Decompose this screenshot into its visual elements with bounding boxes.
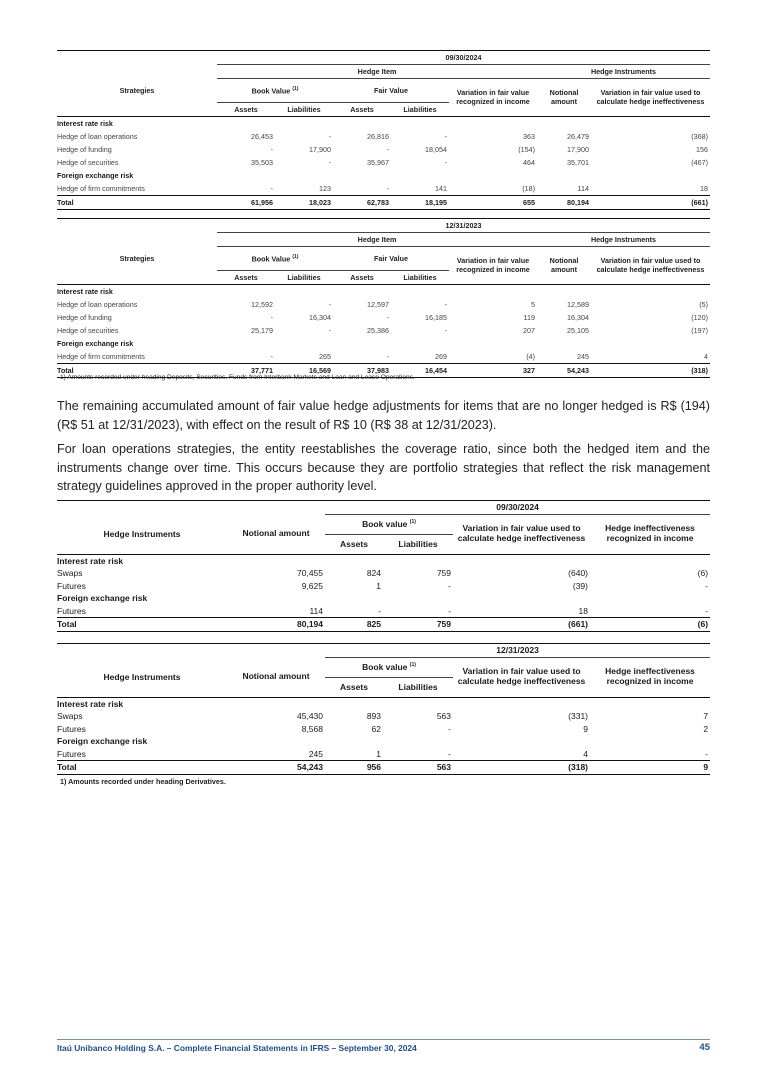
notional-header: Notional amount [227,657,325,697]
variation-used-header: Variation in fair value used to calculate hedge ineffectiveness [591,79,710,117]
footnote: 1) Amounts recorded under heading Derivatives. [60,777,226,786]
book-value-header: Book Value $^{(1)}$ [217,79,333,103]
table-cell: - [448,723,451,734]
table-cell: 26,816 [367,132,389,141]
table-row [57,156,710,169]
table-cell: 18 [578,605,588,616]
table-row [57,580,710,593]
table-cell: 9 [583,723,588,734]
table-cell: 114 [309,605,323,616]
table-date: 12/31/2023 [325,644,710,658]
table-cell: 62,783 [333,196,391,210]
table-cell: - [386,145,389,154]
table-cell: (661) [453,618,590,632]
section-row [57,337,710,350]
table-cell: 18,195 [391,196,449,210]
row-label: Swaps [57,568,83,579]
table-body [57,285,710,378]
table-cell: 62 [371,723,381,734]
table-cell: 12,597 [367,300,389,309]
table-row [57,298,710,311]
table-cell: - [444,300,447,309]
hedge-item-table-2023 [57,218,710,378]
table-cell: 8,568 [301,723,323,734]
table-row [57,324,710,337]
variation-used-header: Variation in fair value used to calculate hedge ineffectiveness [453,657,590,697]
table-cell: (154) [518,145,535,154]
notional-header: Notional amount [537,79,591,117]
table-cell: - [705,748,709,759]
table-cell: - [328,158,331,167]
row-label: Interest rate risk [57,698,124,709]
table-row [57,350,710,364]
table-cell: 16,185 [425,313,447,322]
table-cell: 327 [449,364,537,378]
section-filler [227,735,710,748]
table-cell: 824 [366,568,381,579]
total-row [57,618,710,632]
table-cell: 207 [523,326,535,335]
row-label: Interest rate risk [57,119,113,128]
table-row [57,311,710,324]
row-label: Interest rate risk [57,555,124,566]
table-cell: 4 [704,352,708,361]
liabilities-header: Liabilities [275,271,333,285]
table-cell: 45,430 [297,711,323,722]
table-cell: - [270,184,273,193]
liabilities-header: Liabilities [275,103,333,117]
table-cell: 269 [435,352,447,361]
table-row [57,567,710,580]
table-cell: 16,304 [567,313,589,322]
table-cell: 37,771 [217,364,275,378]
table-row [57,143,710,156]
variation-recognized-header: Variation in fair value recognized in income [449,79,537,117]
page-number: 45 [699,1042,710,1053]
table-cell: - [705,605,709,616]
table-cell: 7 [703,711,709,722]
table-row [57,723,710,736]
table-cell: - [328,300,331,309]
hedge-instruments-header: Hedge Instruments [537,233,710,247]
section-filler [217,285,710,299]
table-body [57,117,710,210]
table-cell: 54,243 [227,761,325,775]
table-cell: 35,503 [251,158,273,167]
table-cell: 245 [308,748,323,759]
row-label: Hedge of firm commitments [57,184,145,193]
section-row [57,285,710,299]
notional-header: Notional amount [537,247,591,285]
hedge-instruments-header: Hedge Instruments [57,514,227,554]
table-cell: (4) [526,352,535,361]
hedge-item-table-2024 [57,50,710,210]
table-cell: 18,054 [425,145,447,154]
row-label: Total [57,761,227,775]
table-cell: 35,967 [367,158,389,167]
table-cell: 9 [590,761,710,775]
table-cell: 2 [703,723,709,734]
section-row [57,697,710,710]
table-cell: - [270,352,273,361]
assets-header: Assets [333,103,391,117]
table-cell: 35,701 [567,158,589,167]
variation-used-header: Variation in fair value used to calculate hedge ineffectiveness [453,514,590,554]
table-cell: 16,454 [391,364,449,378]
table-cell: (318) [453,761,590,775]
assets-header: Assets [217,103,275,117]
hedge-instruments-table-2024 [57,500,710,632]
row-label: Futures [57,580,86,591]
section-filler [227,554,710,567]
table-cell: (5) [699,300,708,309]
table-cell: (331) [568,711,588,722]
table-cell: 26,479 [567,132,589,141]
footer-title: Itaú Unibanco Holding S.A. – Complete Financial Statements in IFRS – September 30, 2024 [57,1043,417,1053]
row-label: Foreign exchange risk [57,736,148,747]
section-filler [227,697,710,710]
table-cell: 759 [383,618,453,632]
row-label: Hedge of securities [57,326,119,335]
table-row [57,130,710,143]
table-cell: - [386,313,389,322]
table-cell: 245 [577,352,589,361]
table-cell: 17,900 [567,145,589,154]
table-date: 09/30/2024 [325,501,710,515]
row-label: Swaps [57,711,83,722]
table-cell: 17,900 [309,145,331,154]
table-cell: 80,194 [537,196,591,210]
table-cell: - [386,352,389,361]
ineffectiveness-header: Hedge ineffectiveness recognized in income [590,514,710,554]
table-cell: 18 [700,184,708,193]
row-label: Hedge of loan operations [57,300,138,309]
table-cell: (318) [591,364,710,378]
table-cell: 25,179 [251,326,273,335]
row-label: Foreign exchange risk [57,171,134,180]
table-cell: 61,956 [217,196,275,210]
table-cell: (120) [691,313,708,322]
row-label: Hedge of firm commitments [57,352,145,361]
row-label: Hedge of loan operations [57,132,138,141]
section-filler [227,592,710,605]
row-label: Futures [57,723,86,734]
hedge-item-header: Hedge Item [217,233,537,247]
table-cell: 265 [319,352,331,361]
row-label: Futures [57,605,86,616]
table-cell: 70,455 [297,568,323,579]
table-cell: 12,592 [251,300,273,309]
row-label: Total [57,618,227,632]
footer-divider [57,1039,710,1040]
section-row [57,169,710,182]
table-cell: 4 [583,748,588,759]
row-label: Interest rate risk [57,287,113,296]
table-cell: 1 [376,748,381,759]
table-cell: (197) [691,326,708,335]
table-cell: 25,386 [367,326,389,335]
table-cell: 119 [523,313,535,322]
section-filler [217,117,710,131]
ineffectiveness-header: Hedge ineffectiveness recognized in income [590,657,710,697]
total-row [57,196,710,210]
liabilities-header: Liabilities [391,271,449,285]
table-cell: 563 [383,761,453,775]
table-cell: 156 [696,145,708,154]
book-value-header: Book Value $^{(1)}$ [217,247,333,271]
table-row [57,748,710,761]
table-cell: 12,589 [567,300,589,309]
table-cell: 37,983 [333,364,391,378]
table-cell: - [448,748,451,759]
book-value-header: Book value $^{(1)}$ [325,657,453,677]
table-cell: - [386,184,389,193]
table-cell: 54,243 [537,364,591,378]
row-label: Hedge of funding [57,145,112,154]
table-row [57,605,710,618]
table-cell: 1 [376,580,381,591]
row-label: Futures [57,748,86,759]
table-row [57,182,710,196]
table-cell: 25,105 [567,326,589,335]
row-label: Hedge of funding [57,313,112,322]
hedge-item-header: Hedge Item [217,65,537,79]
table-cell: (640) [568,568,588,579]
table-cell: (39) [572,580,588,591]
table-cell: 5 [531,300,535,309]
table-cell: 9,625 [301,580,323,591]
table-cell: - [448,580,451,591]
table-cell: (467) [691,158,708,167]
table-cell: (6) [590,618,710,632]
hedge-instruments-header: Hedge Instruments [57,657,227,697]
table-cell: - [270,145,273,154]
table-date: 09/30/2024 [217,51,710,65]
table-cell: 114 [577,184,589,193]
fair-value-header: Fair Value [333,79,449,103]
row-label: Foreign exchange risk [57,339,134,348]
table-cell: 80,194 [227,618,325,632]
section-row [57,117,710,131]
fair-value-header: Fair Value [333,247,449,271]
variation-used-header: Variation in fair value used to calculate hedge ineffectiveness [591,247,710,285]
table-cell: - [378,605,381,616]
liabilities-header: Liabilities [383,677,453,697]
table-body [57,554,710,631]
table-cell: (661) [591,196,710,210]
section-row [57,735,710,748]
section-filler [217,337,710,350]
table-cell: (368) [691,132,708,141]
table-cell: 363 [523,132,535,141]
table-cell: 825 [325,618,383,632]
table-cell: - [705,580,709,591]
table-cell: 655 [449,196,537,210]
table-cell: - [444,132,447,141]
row-label: Total [57,364,217,378]
book-value-header: Book value $^{(1)}$ [325,514,453,534]
liabilities-header: Liabilities [391,103,449,117]
table-row [57,710,710,723]
table-cell: 893 [366,711,381,722]
table-cell: 563 [436,711,451,722]
total-row [57,761,710,775]
hedge-instruments-header: Hedge Instruments [537,65,710,79]
table-cell: - [448,605,451,616]
strategies-header: Strategies [57,65,217,117]
assets-header: Assets [325,677,383,697]
paragraph-remaining-adjustments: The remaining accumulated amount of fair value hedge adjustments for items that are no longer hedged is R$ (194) (R$ 51 at 12/31/2023), with effect on the result of R$ 10 (R$ 38 at 12/31/2023). [57,399,710,432]
section-filler [217,169,710,182]
assets-header: Assets [217,271,275,285]
footnote: 1) Amounts recorded under heading Deposits, Securities, Funds from Interbank Markets and Loan and Lease Operations. [60,374,415,381]
liabilities-header: Liabilities [383,534,453,554]
table-cell: - [270,313,273,322]
table-cell: 464 [523,158,535,167]
table-cell: 956 [325,761,383,775]
table-cell: 18,023 [275,196,333,210]
table-cell: (18) [522,184,535,193]
table-date: 12/31/2023 [217,219,710,233]
table-cell: - [444,158,447,167]
assets-header: Assets [325,534,383,554]
paragraph-loan-operations: For loan operations strategies, the entity reestablishes the coverage ratio, since both the hedged item and the instruments change over time. This occurs because they are portfolio strategies that reflect the risk management strategy guidelines approved in the proper authority level. [57,442,710,493]
table-cell: 16,304 [309,313,331,322]
table-cell: - [328,326,331,335]
table-cell: - [444,326,447,335]
variation-recognized-header: Variation in fair value recognized in income [449,247,537,285]
hedge-instruments-table-2023 [57,643,710,775]
notional-header: Notional amount [227,514,325,554]
table-body [57,697,710,774]
assets-header: Assets [333,271,391,285]
table-cell: (6) [697,568,709,579]
table-cell: - [328,132,331,141]
table-cell: 123 [319,184,331,193]
row-label: Total [57,196,217,210]
section-row [57,592,710,605]
strategies-header: Strategies [57,233,217,285]
row-label: Hedge of securities [57,158,119,167]
table-cell: 759 [436,568,451,579]
table-cell: 26,453 [251,132,273,141]
table-cell: 16,569 [275,364,333,378]
section-row [57,554,710,567]
table-cell: 141 [435,184,447,193]
row-label: Foreign exchange risk [57,593,148,604]
